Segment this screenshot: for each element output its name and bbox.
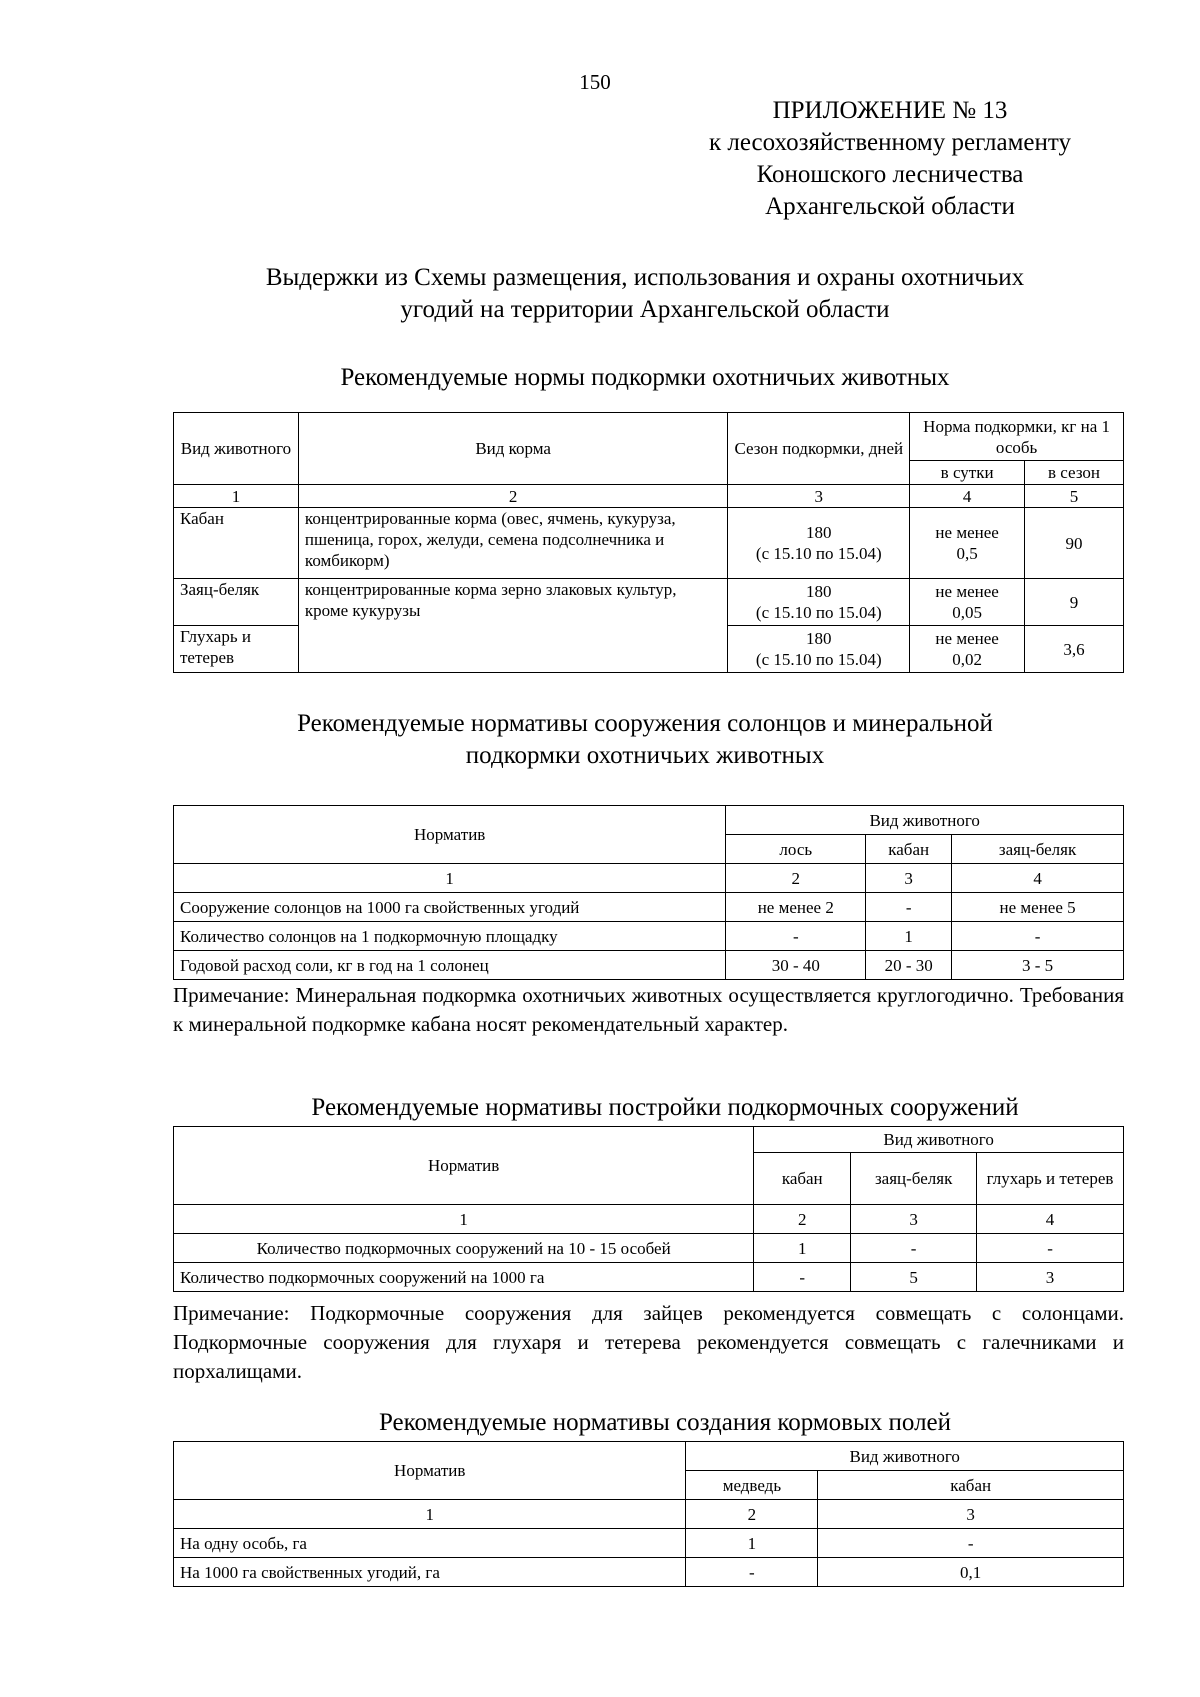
per-day-label: не менее xyxy=(935,523,999,542)
per-day-cell xyxy=(910,626,1025,673)
header-season: Сезон подкормки, дней xyxy=(728,413,910,485)
value-cell: - xyxy=(977,1234,1124,1263)
norm-cell: Количество подкормочных сооружений на 10 - 15 особей xyxy=(174,1234,754,1263)
column-number-row xyxy=(174,485,1124,508)
table-row xyxy=(174,508,1124,579)
col-number: 2 xyxy=(686,1500,818,1529)
season-days: 180 xyxy=(806,629,832,648)
animal-cell: Глухарь и тетерев xyxy=(174,626,299,673)
page-number: 150 xyxy=(579,70,611,94)
feed-fields-table xyxy=(173,1441,1124,1587)
col-number: 4 xyxy=(952,864,1124,893)
col-number: 3 xyxy=(728,485,910,508)
col-number: 1 xyxy=(174,485,299,508)
column-number-row xyxy=(174,864,1124,893)
header-feed: Вид корма xyxy=(298,413,727,485)
header-boar: кабан xyxy=(754,1153,851,1205)
header-hare: заяц-беляк xyxy=(851,1153,977,1205)
value-cell: - xyxy=(726,922,866,951)
value-cell: 3 - 5 xyxy=(952,951,1124,980)
value-cell: 20 - 30 xyxy=(866,951,952,980)
col-number: 2 xyxy=(754,1205,851,1234)
appendix-region: Архангельской области xyxy=(765,193,1015,220)
table1-title: Рекомендуемые нормы подкормки охотничьих животных xyxy=(340,364,950,391)
col-number: 1 xyxy=(174,1205,754,1234)
col-number: 3 xyxy=(866,864,952,893)
col-number: 4 xyxy=(910,485,1025,508)
value-cell: - xyxy=(866,893,952,922)
value-cell: - xyxy=(754,1263,851,1292)
main-title xyxy=(150,262,1140,326)
header-animal: Вид животного xyxy=(726,806,1124,835)
value-cell: 0,1 xyxy=(818,1558,1124,1587)
col-number: 1 xyxy=(174,1500,686,1529)
norm-cell: На 1000 га свойственных угодий, га xyxy=(174,1558,686,1587)
table-row xyxy=(174,922,1124,951)
col-number: 2 xyxy=(726,864,866,893)
header-boar: кабан xyxy=(866,835,952,864)
per-day-value: 0,05 xyxy=(952,603,982,622)
col-number: 3 xyxy=(818,1500,1124,1529)
season-period: (с 15.10 по 15.04) xyxy=(755,544,882,563)
per-day-value: 0,02 xyxy=(952,650,982,669)
header-norm: Норма подкормки, кг на 1 особь xyxy=(910,413,1124,461)
norm-cell: Количество солонцов на 1 подкормочную площадку xyxy=(174,922,726,951)
norm-cell: Сооружение солонцов на 1000 га свойственных угодий xyxy=(174,893,726,922)
feeding-norms-table xyxy=(173,412,1124,673)
value-cell: не менее 2 xyxy=(726,893,866,922)
header-grouse: глухарь и тетерев xyxy=(977,1153,1124,1205)
per-season-cell: 90 xyxy=(1025,508,1124,579)
table-row xyxy=(174,951,1124,980)
per-day-label: не менее xyxy=(935,582,999,601)
header-norm: Норматив xyxy=(174,806,726,864)
per-day-cell xyxy=(910,508,1025,579)
table-row xyxy=(174,579,1124,626)
value-cell: - xyxy=(686,1558,818,1587)
feeding-structures-table xyxy=(173,1126,1124,1292)
value-cell: 5 xyxy=(851,1263,977,1292)
appendix-subtitle: к лесохозяйственному регламенту xyxy=(708,129,1072,156)
table3-title: Рекомендуемые нормативы постройки подкормочных сооружений xyxy=(311,1094,1019,1121)
per-day-value: 0,5 xyxy=(956,544,978,563)
main-title-line2: угодий на территории Архангельской области xyxy=(400,296,890,323)
table-row xyxy=(174,893,1124,922)
animal-cell: Заяц-беляк xyxy=(174,579,299,626)
per-season-cell: 3,6 xyxy=(1025,626,1124,673)
season-period: (с 15.10 по 15.04) xyxy=(755,650,882,669)
header-per-day: в сутки xyxy=(910,461,1025,485)
season-cell xyxy=(728,508,910,579)
header-moose: лось xyxy=(726,835,866,864)
header-per-season: в сезон xyxy=(1025,461,1124,485)
per-season-cell: 9 xyxy=(1025,579,1124,626)
norm-cell: На одну особь, га xyxy=(174,1529,686,1558)
appendix-title: ПРИЛОЖЕНИЕ № 13 xyxy=(772,97,1008,124)
season-cell xyxy=(728,626,910,673)
appendix-forestry: Коношского лесничества xyxy=(756,161,1024,188)
col-number: 1 xyxy=(174,864,726,893)
value-cell: - xyxy=(952,922,1124,951)
table2-note: Примечание: Минеральная подкормка охотничьих животных осуществляется круглогодично. Требования к минеральной подкормке кабана носят рекомендательный характер. xyxy=(173,983,1124,1036)
col-number: 3 xyxy=(851,1205,977,1234)
season-days: 180 xyxy=(806,582,832,601)
value-cell: 1 xyxy=(866,922,952,951)
animal-cell: Кабан xyxy=(174,508,299,579)
salt-lick-table xyxy=(173,805,1124,980)
header-animal: Вид животного xyxy=(686,1442,1124,1471)
table2-title xyxy=(150,708,1140,772)
header-bear: медведь xyxy=(686,1471,818,1500)
value-cell: - xyxy=(851,1234,977,1263)
header-hare: заяц-беляк xyxy=(952,835,1124,864)
col-number: 4 xyxy=(977,1205,1124,1234)
table-row xyxy=(174,1558,1124,1587)
table3-note: Примечание: Подкормочные сооружения для зайцев рекомендуется совмещать с солонцами. Подкормочные сооружения для глухаря и тетерева рекомендуется совмещать с галечниками и порхалищами. xyxy=(173,1301,1124,1383)
value-cell: 3 xyxy=(977,1263,1124,1292)
value-cell: 1 xyxy=(754,1234,851,1263)
column-number-row xyxy=(174,1500,1124,1529)
table2-title-line2: подкормки охотничьих животных xyxy=(465,742,825,769)
season-days: 180 xyxy=(806,523,832,542)
norm-cell: Годовой расход соли, кг в год на 1 солонец xyxy=(174,951,726,980)
season-cell xyxy=(728,579,910,626)
table-row xyxy=(174,1234,1124,1263)
header-norm: Норматив xyxy=(174,1442,686,1500)
main-title-line1: Выдержки из Схемы размещения, использования и охраны охотничьих xyxy=(265,264,1025,291)
value-cell: - xyxy=(818,1529,1124,1558)
norm-cell: Количество подкормочных сооружений на 1000 га xyxy=(174,1263,754,1292)
per-day-label: не менее xyxy=(935,629,999,648)
value-cell: 1 xyxy=(686,1529,818,1558)
col-number: 5 xyxy=(1025,485,1124,508)
table-row xyxy=(174,1529,1124,1558)
table2-title-line1: Рекомендуемые нормативы сооружения солонцов и минеральной xyxy=(297,710,993,737)
season-period: (с 15.10 по 15.04) xyxy=(755,603,882,622)
per-day-cell xyxy=(910,579,1025,626)
feed-cell: концентрированные корма зерно злаковых культур, кроме кукурузы xyxy=(298,579,727,673)
table4-title: Рекомендуемые нормативы создания кормовых полей xyxy=(378,1409,952,1436)
table-row xyxy=(174,1263,1124,1292)
col-number: 2 xyxy=(298,485,727,508)
value-cell: 30 - 40 xyxy=(726,951,866,980)
header-boar: кабан xyxy=(818,1471,1124,1500)
value-cell: не менее 5 xyxy=(952,893,1124,922)
header-animal: Вид животного xyxy=(754,1127,1124,1153)
column-number-row xyxy=(174,1205,1124,1234)
feed-cell: концентрированные корма (овес, ячмень, кукуруза, пшеница, горох, желуди, семена подсолнечника и комбикорм) xyxy=(298,508,727,579)
header-norm: Норматив xyxy=(174,1127,754,1205)
header-animal: Вид животного xyxy=(174,413,299,485)
